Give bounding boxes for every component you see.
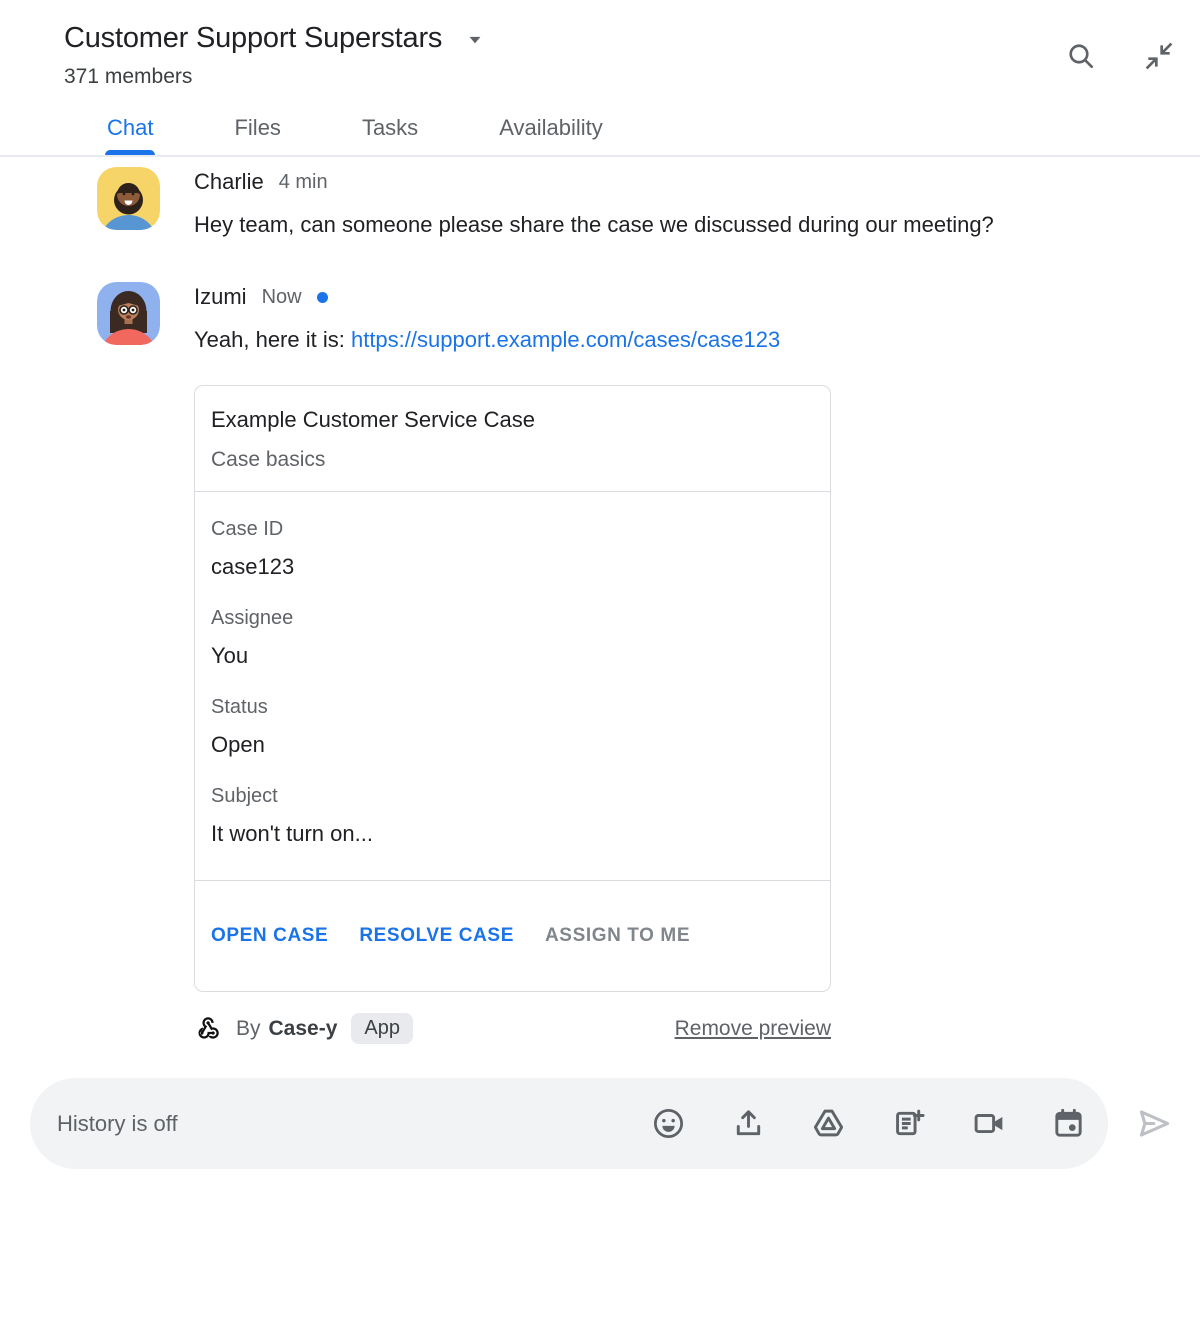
card-subtitle: Case basics — [211, 448, 326, 471]
tab-chat-label: Chat — [107, 115, 154, 140]
tab-tasks-label: Tasks — [361, 115, 419, 140]
field-label: Assignee — [211, 607, 294, 629]
assign-to-me-button[interactable]: ASSIGN TO ME — [545, 919, 690, 953]
message-list — [0, 157, 1200, 360]
tab-chat[interactable] — [107, 115, 153, 155]
field-case-id — [211, 518, 814, 580]
search-icon[interactable] — [1065, 40, 1097, 72]
field-assignee — [211, 607, 814, 669]
composer-row — [30, 1078, 1200, 1169]
field-value: Open — [211, 732, 265, 757]
message-text-prefix: Yeah, here it is: — [194, 327, 351, 352]
remove-preview-link[interactable]: Remove preview — [674, 1016, 831, 1040]
by-label: By — [236, 1016, 261, 1040]
field-value: You — [211, 643, 249, 668]
room-tabs — [0, 115, 1200, 157]
drive-icon[interactable] — [811, 1106, 846, 1141]
field-label: Subject — [211, 785, 278, 807]
collapse-icon[interactable] — [1143, 40, 1175, 72]
field-subject — [211, 785, 814, 847]
unread-dot — [317, 292, 328, 303]
open-case-button[interactable]: OPEN CASE — [211, 919, 328, 953]
resolve-case-button[interactable]: RESOLVE CASE — [359, 919, 514, 953]
active-tab-underline — [105, 150, 155, 155]
add-note-icon[interactable] — [891, 1106, 926, 1141]
field-value: case123 — [211, 554, 295, 579]
field-label: Case ID — [211, 518, 284, 540]
card-title: Example Customer Service Case — [211, 407, 536, 432]
tab-availability[interactable] — [499, 115, 603, 155]
emoji-icon[interactable] — [651, 1106, 686, 1141]
message-timestamp: 4 min — [278, 170, 328, 193]
message-timestamp: Now — [261, 285, 302, 308]
sender-name[interactable]: Charlie — [194, 169, 264, 194]
send-icon[interactable] — [1136, 1105, 1173, 1142]
field-label: Status — [211, 696, 268, 718]
video-call-icon[interactable] — [971, 1106, 1006, 1141]
tab-availability-label: Availability — [499, 115, 603, 140]
message-charlie — [97, 167, 1200, 245]
webhook-icon — [194, 1015, 221, 1042]
message-izumi — [97, 282, 1200, 360]
card-attribution — [194, 1013, 831, 1044]
case-preview-card — [194, 385, 831, 992]
tab-files-label: Files — [234, 115, 281, 140]
calendar-icon[interactable] — [1051, 1106, 1086, 1141]
caret-down-icon[interactable] — [462, 26, 488, 52]
tab-files[interactable] — [234, 115, 280, 155]
field-value: It won't turn on... — [211, 821, 373, 846]
message-text: Hey team, can someone please share the case we discussed during our meeting? — [194, 212, 994, 237]
message-text — [194, 320, 1084, 360]
sender-name[interactable]: Izumi — [194, 284, 247, 309]
composer-placeholder: History is off — [57, 1110, 178, 1136]
message-input[interactable] — [30, 1078, 1108, 1169]
room-title: Customer Support Superstars — [64, 22, 443, 54]
upload-icon[interactable] — [731, 1106, 766, 1141]
app-badge: App — [351, 1013, 413, 1044]
case-link[interactable]: https://support.example.com/cases/case123 — [350, 327, 781, 352]
field-status — [211, 696, 814, 758]
avatar-charlie[interactable] — [97, 167, 160, 230]
avatar-izumi[interactable] — [97, 282, 160, 345]
room-header — [0, 0, 1200, 89]
app-name: Case-y — [268, 1016, 338, 1040]
member-count: 371 members — [64, 65, 193, 88]
tab-tasks[interactable] — [362, 115, 418, 155]
